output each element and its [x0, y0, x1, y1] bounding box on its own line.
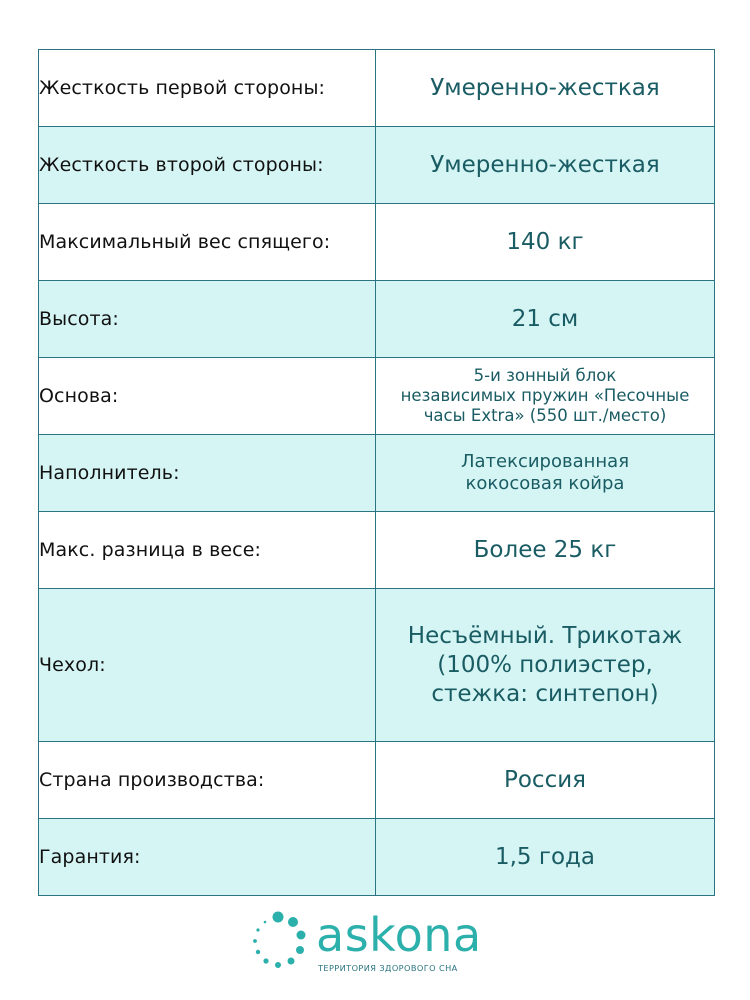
- spec-row-base: [39, 358, 715, 435]
- spec-row-weight-difference: [39, 512, 715, 589]
- spec-label: Высота:: [39, 281, 376, 358]
- spec-row-cover: [39, 589, 715, 742]
- spec-label: Макс. разница в весе:: [39, 512, 376, 589]
- spec-row-firmness-side-2: [39, 127, 715, 204]
- spec-label: Основа:: [39, 358, 376, 435]
- spec-value: 140 кг: [376, 204, 715, 281]
- brand-name: askona: [316, 908, 482, 962]
- spec-value: Умеренно-жесткая: [376, 127, 715, 204]
- spec-value: Россия: [376, 742, 715, 819]
- spec-value: 21 см: [376, 281, 715, 358]
- spec-value: 1,5 года: [376, 819, 715, 896]
- spec-label: Гарантия:: [39, 819, 376, 896]
- spec-label: Чехол:: [39, 589, 376, 742]
- spec-label: Жесткость второй стороны:: [39, 127, 376, 204]
- spec-row-country: [39, 742, 715, 819]
- spec-label: Жесткость первой стороны:: [39, 50, 376, 127]
- spec-row-filler: [39, 435, 715, 512]
- spec-value: 5-и зонный блок независимых пружин «Песочные часы Extra» (550 шт./место): [376, 358, 715, 435]
- spec-row-firmness-side-1: [39, 50, 715, 127]
- spec-row-height: [39, 281, 715, 358]
- spec-label: Страна производства:: [39, 742, 376, 819]
- spec-label: Максимальный вес спящего:: [39, 204, 376, 281]
- spec-row-warranty: [39, 819, 715, 896]
- askona-dots-icon: [246, 909, 310, 973]
- spec-value: Умеренно-жесткая: [376, 50, 715, 127]
- spec-label: Наполнитель:: [39, 435, 376, 512]
- specifications-table: [38, 49, 715, 896]
- brand-tagline: ТЕРРИТОРИЯ ЗДОРОВОГО СНА: [318, 963, 458, 973]
- spec-row-max-weight: [39, 204, 715, 281]
- askona-logo: [246, 905, 506, 985]
- spec-value: Более 25 кг: [376, 512, 715, 589]
- spec-value: Несъёмный. Трикотаж (100% полиэстер, стежка: синтепон): [376, 589, 715, 742]
- spec-value: Латексированная кокосовая койра: [376, 435, 715, 512]
